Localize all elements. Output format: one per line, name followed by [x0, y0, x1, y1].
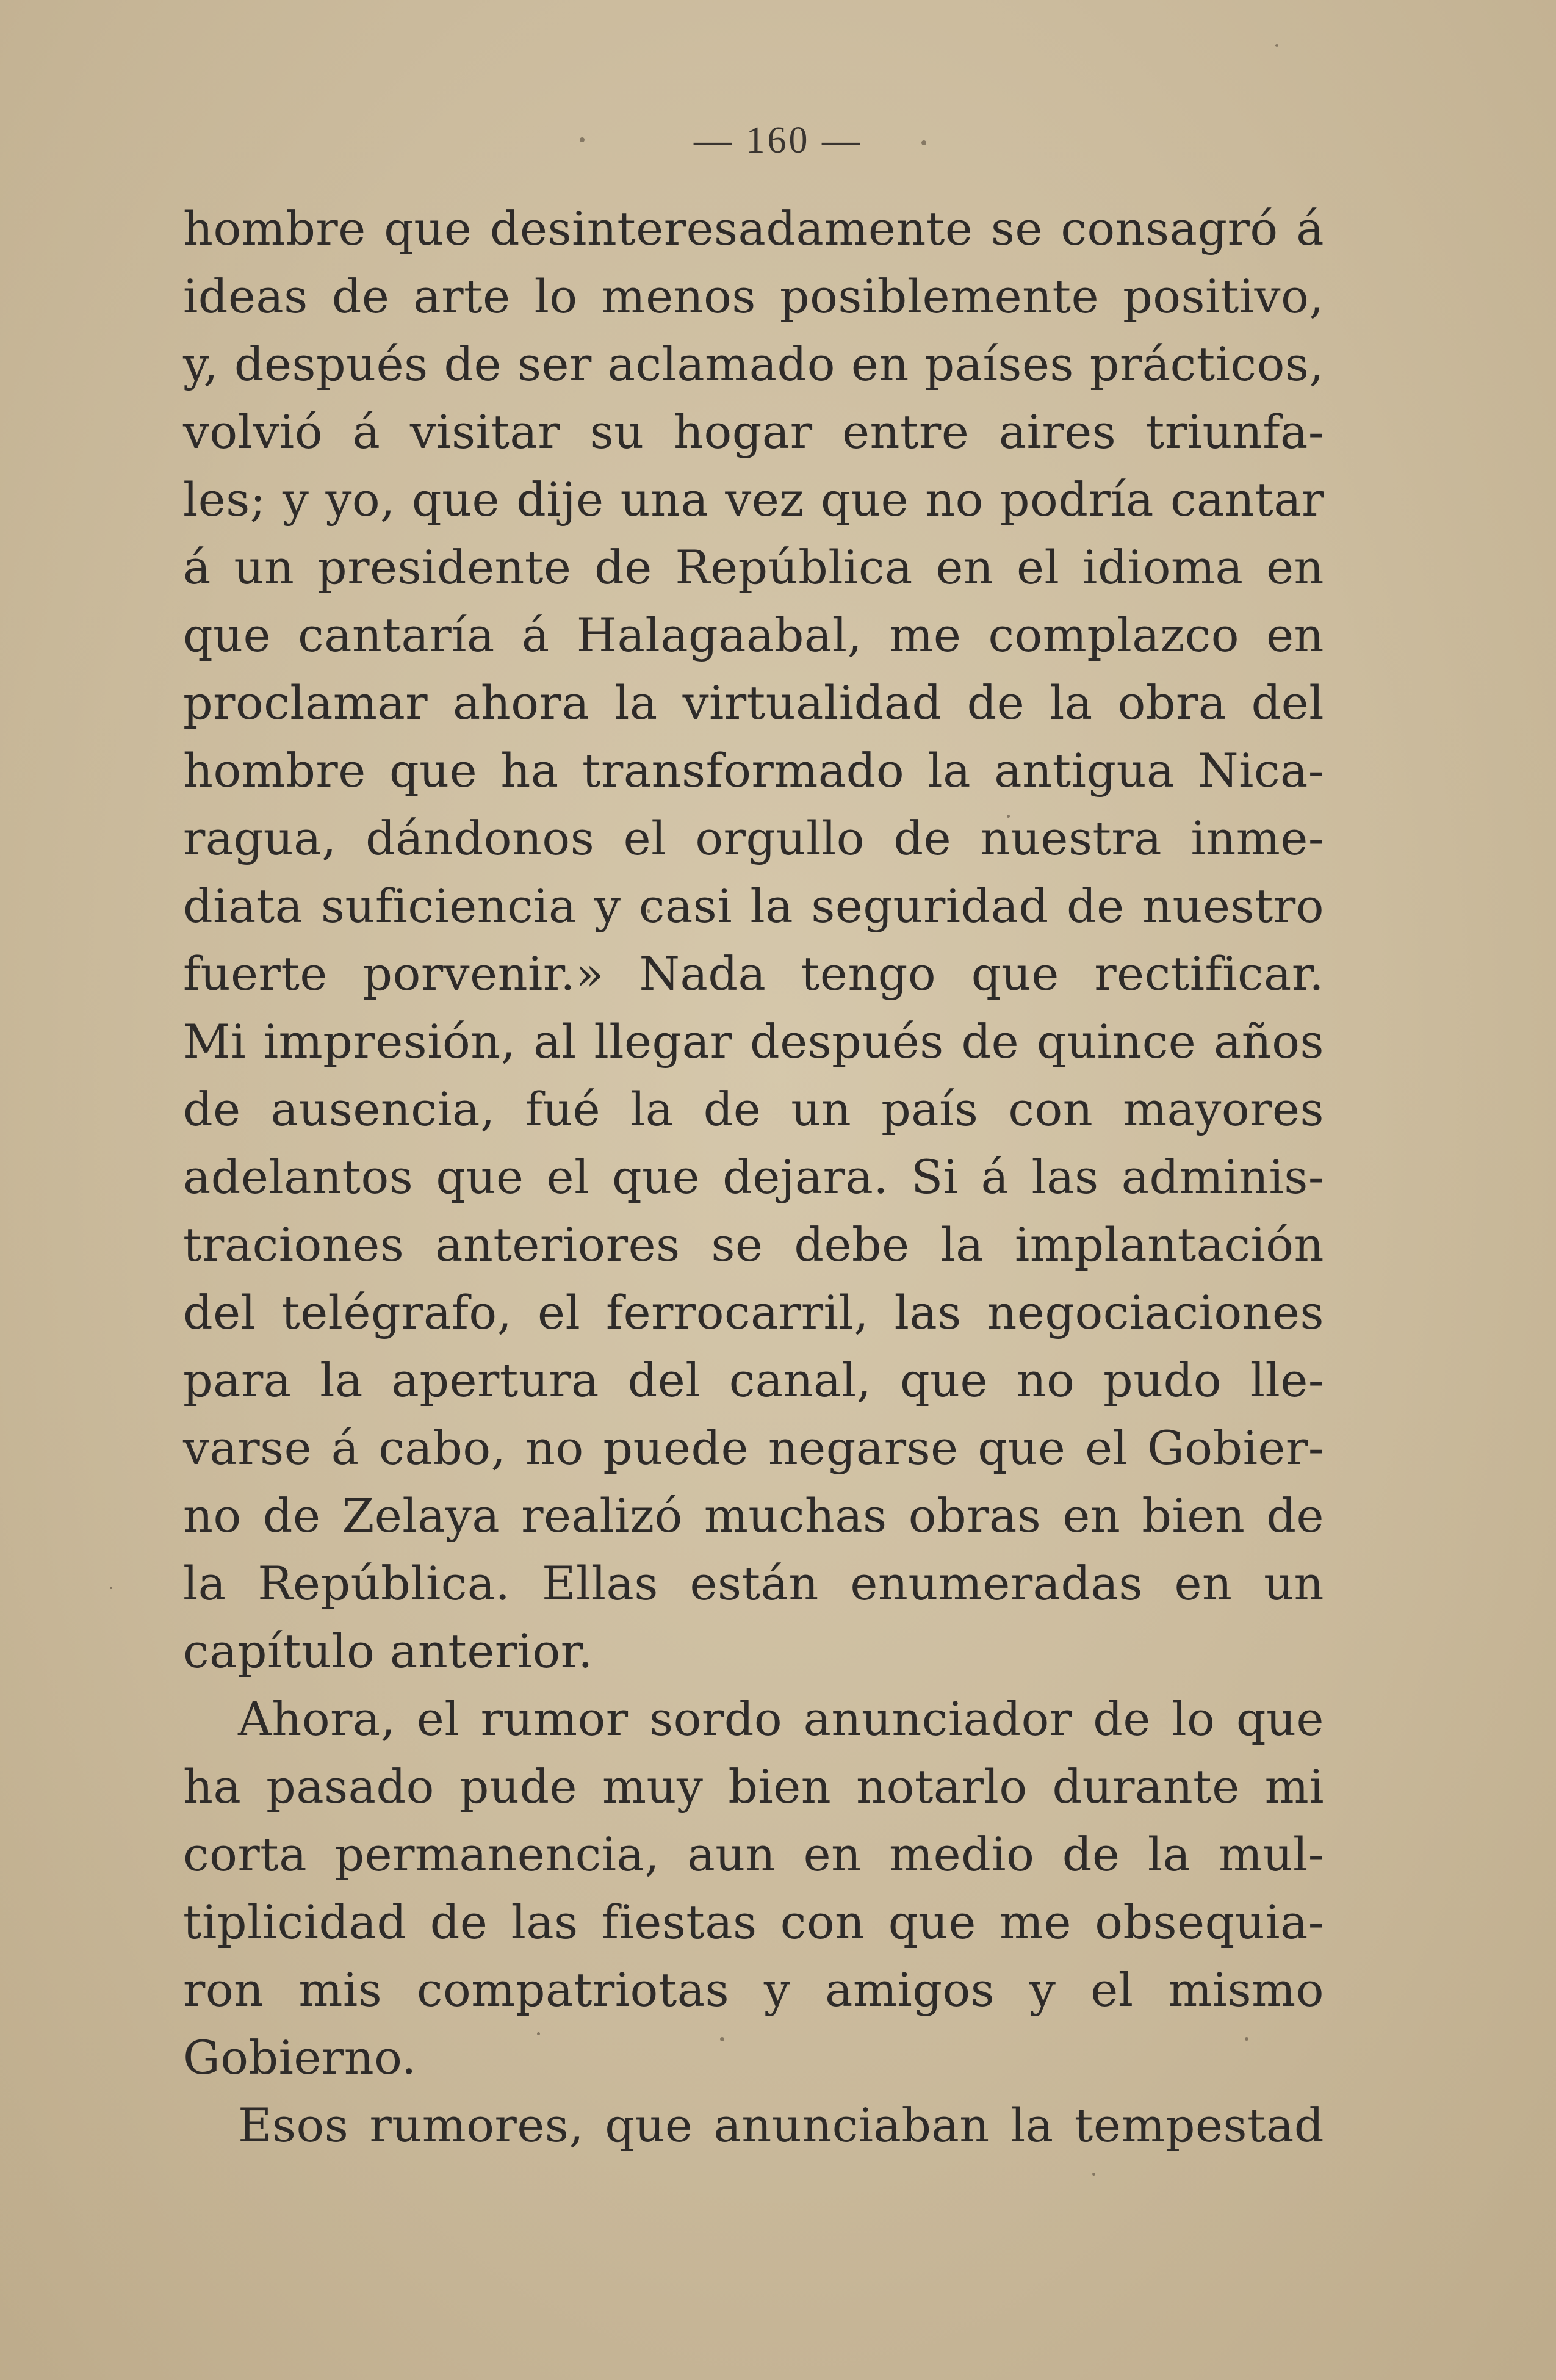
text-line: y, después de ser aclamado en países prácticos,	[183, 337, 1324, 391]
text-line: hombre que ha transformado la antigua Nica-	[183, 743, 1324, 798]
text-line: adelantos que el que dejara. Si á las adminis-	[183, 1150, 1324, 1204]
text-line: ron mis compatriotas y amigos y el mismo	[183, 1963, 1324, 2017]
text-line: del telégrafo, el ferrocarril, las negociaciones	[183, 1285, 1324, 1340]
text-line: proclamar ahora la virtualidad de la obra del	[183, 676, 1324, 730]
text-line: capítulo anterior.	[183, 1624, 593, 1678]
text-line: fuerte porvenir.» Nada tengo que rectificar.	[183, 947, 1324, 1001]
paragraph-first-line: Esos rumores, que anunciaban la tempestad	[238, 2098, 1324, 2152]
text-line: diata suficiencia y casi la seguridad de nuestro	[183, 879, 1324, 933]
paper-speck	[1275, 44, 1278, 47]
text-line: que cantaría á Halagaabal, me complazco en	[183, 608, 1324, 662]
text-line: volvió á visitar su hogar entre aires triunfa-	[183, 405, 1324, 459]
text-line: Gobierno.	[183, 2030, 417, 2085]
text-line: no de Zelaya realizó muchas obras en bien de	[183, 1488, 1324, 1543]
text-line: hombre que desinteresadamente se consagró á	[183, 201, 1324, 256]
paper-speck	[1092, 2173, 1095, 2176]
text-line: tiplicidad de las fiestas con que me obsequia-	[183, 1895, 1324, 1949]
text-line: ideas de arte lo menos posiblemente positivo,	[183, 269, 1324, 323]
page-number: — 160 —	[694, 120, 862, 161]
text-line: ragua, dándonos el orgullo de nuestra inme-	[183, 811, 1324, 865]
text-line: á un presidente de República en el idioma en	[183, 540, 1324, 594]
text-line: corta permanencia, aun en medio de la mul-	[183, 1827, 1324, 1881]
text-line: traciones anteriores se debe la implantación	[183, 1217, 1324, 1272]
text-line: para la apertura del canal, que no pudo lle-	[183, 1353, 1324, 1407]
text-line: les; y yo, que dije una vez que no podría cantar	[183, 472, 1324, 527]
text-line: varse á cabo, no puede negarse que el Gobier-	[183, 1421, 1324, 1475]
text-line: Mi impresión, al llegar después de quince años	[183, 1014, 1324, 1069]
paragraph-first-line: Ahora, el rumor sordo anunciador de lo que	[238, 1692, 1324, 1746]
text-line: de ausencia, fué la de un país con mayores	[183, 1082, 1324, 1136]
text-line: la República. Ellas están enumeradas en un	[183, 1556, 1324, 1610]
text-line: ha pasado pude muy bien notarlo durante mi	[183, 1759, 1324, 1814]
paper-speck	[110, 1587, 112, 1589]
